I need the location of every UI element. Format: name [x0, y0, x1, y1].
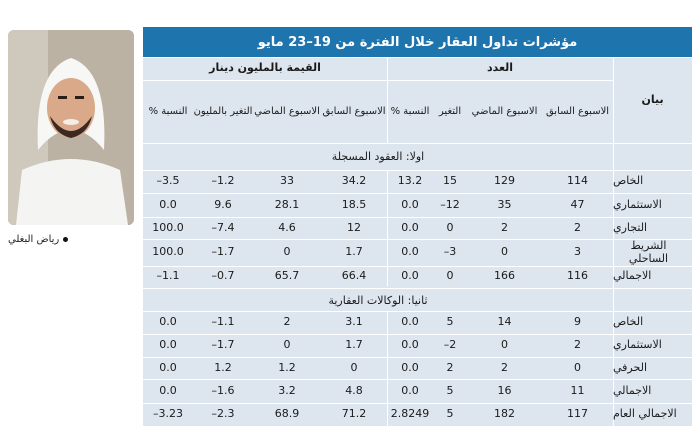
- table-cell: 2: [574, 338, 581, 352]
- col-header: الاسبوع السابق: [322, 105, 386, 117]
- row-label: الاستثماري: [613, 338, 662, 352]
- row-label: الحرفي: [613, 360, 648, 374]
- table-cell: 3.2: [278, 383, 296, 397]
- table-cell: 14: [497, 315, 512, 329]
- table-cell: –1.1: [211, 315, 235, 329]
- person-photo: [8, 30, 134, 225]
- table-cell: 35: [497, 197, 512, 211]
- photo-caption: [8, 234, 134, 245]
- table-cell: 3.1: [345, 315, 363, 329]
- row-label: الاستثماري: [613, 197, 662, 211]
- table-cell: 2: [501, 220, 508, 234]
- table-cell: 0.0: [401, 245, 419, 259]
- table-cell: 68.9: [274, 407, 300, 421]
- table-cell: 16: [497, 383, 512, 397]
- table-cell: –12: [440, 197, 460, 211]
- table-cell: 11: [570, 383, 585, 397]
- table-cell: –3: [443, 245, 457, 259]
- table-cell: 1.2: [278, 360, 296, 374]
- table-cell: 15: [443, 174, 457, 188]
- table-cell: 71.2: [341, 407, 367, 421]
- table-cell: 0.0: [159, 315, 177, 329]
- table-cell: 65.7: [274, 268, 300, 282]
- table-cell: 0: [501, 245, 508, 259]
- row-label: الاجمالي: [613, 383, 652, 397]
- row-label: الخاص: [613, 174, 644, 188]
- table-cell: 28.1: [274, 197, 300, 211]
- table-cell: 0.0: [159, 338, 177, 352]
- row-label: الخاص: [613, 315, 644, 329]
- table-cell: 2: [446, 360, 454, 374]
- caption-text: رياض البغلي: [8, 234, 60, 245]
- table-cell: 9.6: [214, 197, 232, 211]
- table-cell: 5: [446, 407, 454, 421]
- table-cell: 34.2: [341, 174, 367, 188]
- col-header: النسبة %: [390, 105, 430, 117]
- table-cell: 2: [574, 220, 581, 234]
- table-cell: 4.6: [278, 220, 296, 234]
- col-header: الاسبوع السابق: [545, 105, 610, 117]
- table-cell: 0: [283, 245, 291, 259]
- table-cell: 12: [347, 220, 361, 234]
- table-cell: 13.2: [397, 174, 423, 188]
- group-value-header: القيمة بالمليون دينار: [209, 61, 321, 75]
- table-cell: –7.4: [211, 220, 235, 234]
- table-cell: 100.0: [152, 220, 184, 234]
- col-header: الاسبوع الماضي: [471, 105, 538, 117]
- table-cell: 0.0: [159, 360, 177, 374]
- col-header: النسبة %: [148, 105, 188, 117]
- table-cell: –0.7: [211, 268, 235, 282]
- section-title: ثانيا: الوكالات العقارية: [328, 293, 428, 307]
- table-cell: 18.5: [341, 197, 367, 211]
- table-cell: 114: [567, 174, 588, 188]
- table-cell: 0.0: [159, 197, 177, 211]
- person-illustration: [8, 30, 134, 225]
- table-cell: –2.3: [211, 407, 235, 421]
- row-label: التجاري: [613, 220, 648, 234]
- table-cell: 0.0: [401, 315, 419, 329]
- table-cell: 0.0: [401, 360, 419, 374]
- table-cell: –1.1: [156, 268, 180, 282]
- col-header: التغير: [438, 105, 462, 117]
- table-cell: 0: [446, 220, 454, 234]
- table-cell: 9: [574, 315, 581, 329]
- table-cell: 5: [446, 383, 454, 397]
- table-cell: 0: [574, 360, 581, 374]
- table-cell: 166: [494, 268, 515, 282]
- table-cell: –1.7: [211, 245, 235, 259]
- table-cell: 0.0: [401, 338, 419, 352]
- table-cell: 66.4: [341, 268, 367, 282]
- table-cell: 47: [570, 197, 585, 211]
- table-cell: 182: [494, 407, 515, 421]
- col-header: الاسبوع الماضي: [254, 105, 320, 117]
- table-title: مؤشرات تداول العقار خلال الفترة من 19–23 مايو: [143, 27, 692, 57]
- table-cell: 0.0: [401, 197, 419, 211]
- table-cell: 1.7: [345, 338, 363, 352]
- table-cell: 1.7: [345, 245, 363, 259]
- table-cell: 1.2: [214, 360, 232, 374]
- row-label: الشريط الساحلي: [628, 238, 669, 265]
- table-cell: 0.0: [401, 220, 419, 234]
- table-cell: –1.2: [211, 174, 235, 188]
- row-label: الاجمالي العام: [613, 407, 677, 421]
- row-label: الاجمالي: [613, 268, 652, 282]
- table-cell: 4.8: [345, 383, 363, 397]
- table-cell: 5: [446, 315, 454, 329]
- table-cell: 116: [567, 268, 588, 282]
- indicators-table: [143, 27, 692, 426]
- table-cell: 2: [283, 315, 291, 329]
- table-cell: 129: [494, 174, 515, 188]
- table-cell: 3: [574, 245, 581, 259]
- table-cell: –3.5: [156, 174, 180, 188]
- table-cell: 0: [446, 268, 454, 282]
- table-cell: 0: [501, 338, 508, 352]
- group-count-header: العدد: [486, 61, 514, 75]
- table-cell: 2: [501, 360, 508, 374]
- table-cell: –2: [443, 338, 457, 352]
- col-header: التغير بالمليون: [193, 105, 253, 117]
- table-cell: –3.23: [153, 407, 183, 421]
- table-cell: 2.8249: [390, 407, 430, 421]
- table-cell: 0.0: [401, 383, 419, 397]
- bullet-icon: [63, 237, 68, 242]
- section-title: اولا: العقود المسجلة: [331, 149, 425, 163]
- label-header: بيان: [641, 92, 664, 106]
- table-cell: 33: [280, 174, 294, 188]
- table-cell: 0: [283, 338, 291, 352]
- table-cell: 0.0: [401, 268, 419, 282]
- table-cell: 117: [567, 407, 588, 421]
- table-cell: 0.0: [159, 383, 177, 397]
- table-cell: 0: [350, 360, 358, 374]
- table-cell: 100.0: [152, 245, 184, 259]
- table-cell: –1.6: [211, 383, 235, 397]
- table-cell: –1.7: [211, 338, 235, 352]
